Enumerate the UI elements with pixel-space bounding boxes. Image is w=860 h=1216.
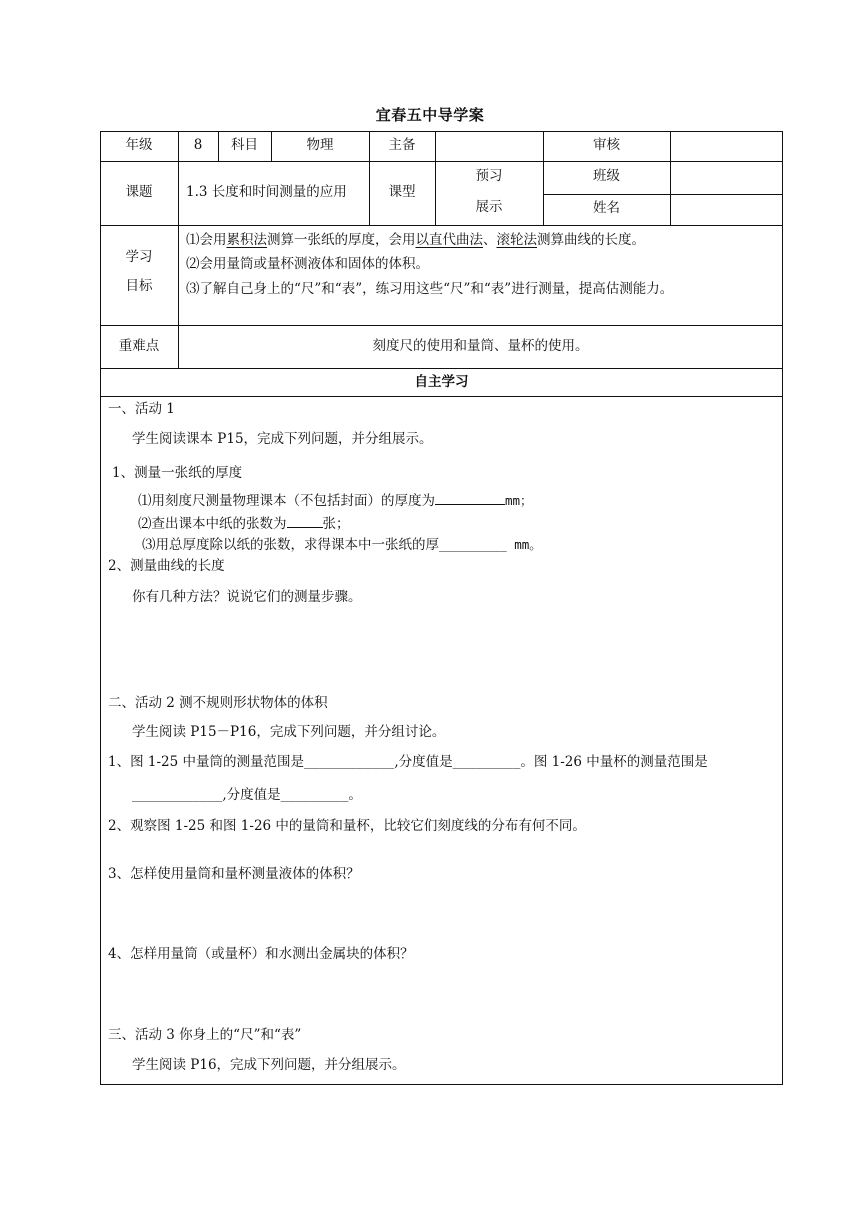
topic-label: 课题	[125, 184, 153, 200]
goal-1-method-straight-for-curve: 以直代曲法	[415, 232, 483, 248]
q1-step-1-unit: mm；	[505, 493, 533, 508]
a2-question-3: 3、怎样使用量筒和量杯测量液体的体积？	[108, 866, 360, 882]
goal-1-text: 测算一张纸的厚度，会用	[267, 232, 416, 248]
study-guide-table	[100, 131, 783, 1085]
grade-value: 8	[193, 137, 203, 153]
q2-text: 你有几种方法？说说它们的测量步骤。	[132, 589, 362, 605]
activity-3-intro: 学生阅读 P16，完成下列问题，并分组展示。	[132, 1057, 406, 1073]
row-divider	[543, 194, 783, 195]
activity-1-title: 一、活动 1	[108, 401, 175, 417]
q1-step-1-text: ⑴用刻度尺测量物理课本（不包括封面）的厚度为	[138, 493, 435, 509]
q1-step-2-text: ⑵查出课本中纸的张数为	[138, 516, 287, 532]
q1-step-2	[138, 515, 350, 532]
goal-1	[186, 234, 645, 248]
type-value-show: 展示	[475, 199, 503, 215]
goal-2: ⑵会用量筒或量杯测液体和固体的体积。	[186, 256, 429, 272]
q1-step-2-unit: 张；	[322, 516, 350, 532]
goal-1-text: 测算曲线的长度。	[537, 232, 645, 248]
row-divider	[100, 368, 783, 369]
a2q1-blank-cup-range: ____________	[132, 787, 223, 802]
row-divider	[100, 225, 783, 226]
q1-title: 1、测量一张纸的厚度	[112, 465, 243, 481]
type-value-preview: 预习	[475, 168, 503, 184]
goals-label-line1: 学习	[125, 249, 153, 265]
row-divider	[100, 325, 783, 326]
q2-title: 2、测量曲线的长度	[108, 558, 225, 574]
goal-3: ⑶了解自己身上的“尺”和“表”，练习用这些“尺”和“表”进行测量，提高估测能力。	[186, 281, 674, 297]
q1-step-3-unit: mm。	[506, 537, 542, 552]
a2q1-blank-cup-division: _________	[280, 787, 349, 802]
document-title: 宜春五中导学案	[375, 106, 485, 124]
subject-label: 科目	[231, 137, 258, 153]
a2-question-4: 4、怎样用量筒（或量杯）和水测出金属块的体积？	[108, 946, 414, 962]
goals-label-line2: 目标	[125, 278, 153, 294]
class-label: 班级	[593, 168, 620, 184]
goal-1-method-cumulative: 累积法	[226, 232, 267, 248]
a2q1-text: 。	[348, 787, 362, 803]
a2q1-blank-division: _________	[452, 754, 521, 769]
row-divider	[100, 161, 783, 162]
q1-step-3-blank: _________	[439, 537, 507, 552]
q1-step-2-blank	[287, 515, 323, 528]
a2-question-2: 2、观察图 1-25 和图 1-26 中的量筒和量杯，比较它们刻度线的分布有何不同。	[108, 818, 586, 834]
goal-1-text: ⑴会用	[186, 232, 227, 248]
activity-3-title: 三、活动 3 你身上的“尺”和“表”	[108, 1027, 302, 1043]
goal-1-text: 、	[483, 232, 497, 248]
a2q1-blank-range: ____________	[304, 754, 395, 769]
q1-step-1-blank	[435, 492, 505, 505]
review-label: 审核	[593, 137, 620, 153]
a2q1-text: ,分度值是	[222, 787, 281, 803]
column-divider	[670, 131, 671, 225]
q1-step-3	[142, 539, 542, 553]
activity-1-intro: 学生阅读课本 P15，完成下列问题，并分组展示。	[132, 431, 433, 447]
row-divider	[100, 396, 783, 397]
key-points-text: 刻度尺的使用和量筒、量杯的使用。	[372, 338, 589, 354]
a2q1-text: 1、图 1-25 中量筒的测量范围是	[108, 754, 305, 770]
a2q1-text: ,分度值是	[394, 754, 453, 770]
type-label: 课型	[388, 184, 416, 200]
a2-question-1-line1	[108, 756, 708, 770]
a2-question-1-line2	[132, 789, 362, 803]
column-divider	[178, 131, 179, 368]
self-study-heading: 自主学习	[414, 374, 469, 390]
activity-2-title: 二、活动 2 测不规则形状物体的体积	[108, 695, 328, 711]
q1-step-3-text: ⑶用总厚度除以纸的张数，求得课本中一张纸的厚	[142, 537, 439, 553]
subject-value: 物理	[306, 137, 334, 153]
name-label: 姓名	[593, 200, 620, 216]
goal-1-method-roller: 滚轮法	[496, 232, 537, 248]
activity-2-intro: 学生阅读 P15－P16，完成下列问题，并分组讨论。	[132, 724, 446, 740]
topic-value: 1.3 长度和时间测量的应用	[186, 184, 347, 200]
author-label: 主备	[388, 137, 416, 153]
a2q1-text: 。图 1-26 中量杯的测量范围是	[520, 754, 708, 770]
key-points-label: 重难点	[118, 338, 160, 354]
q1-step-1	[138, 492, 533, 509]
grade-label: 年级	[125, 137, 153, 153]
